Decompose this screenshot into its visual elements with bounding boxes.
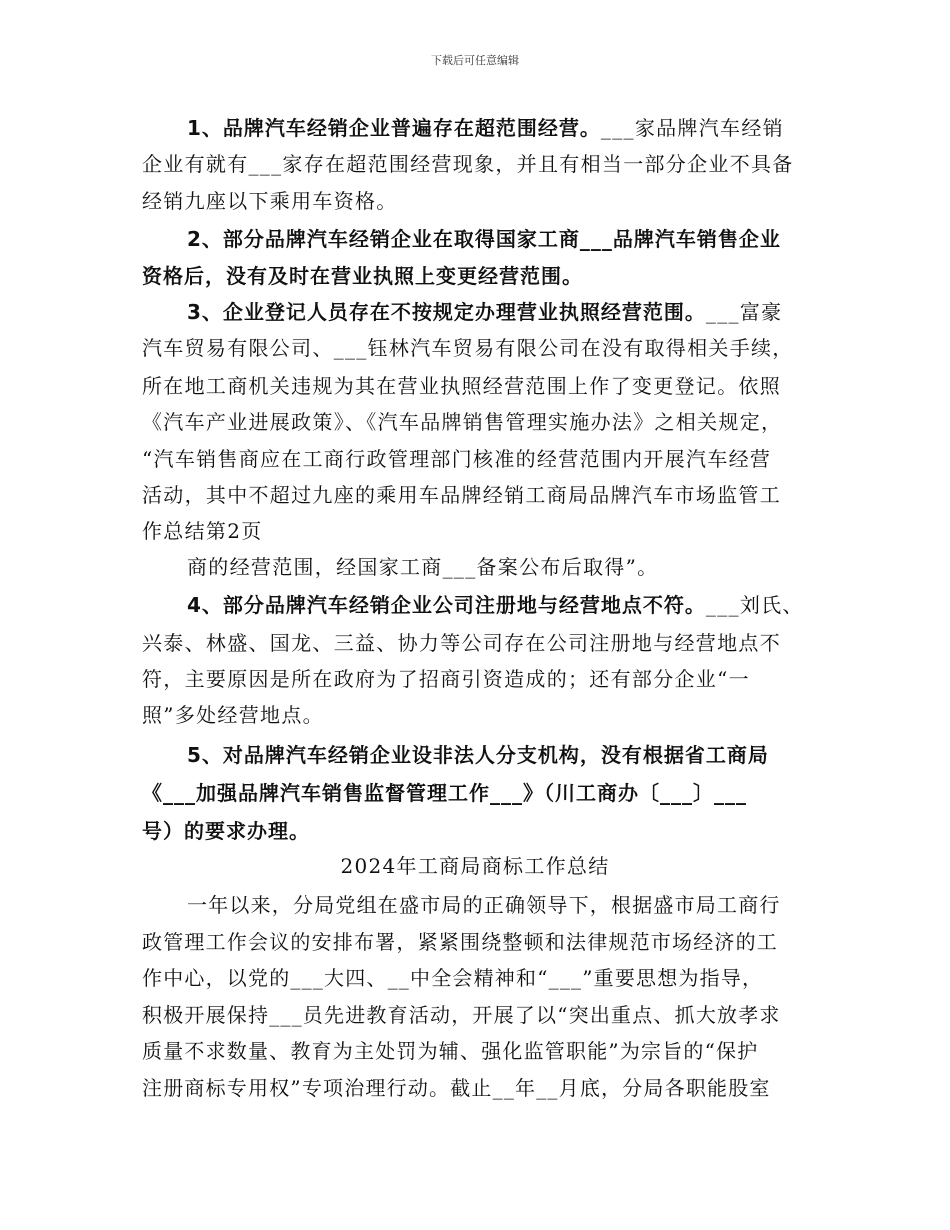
paragraph-line xyxy=(142,334,794,362)
bold-heading-text: 2、部分品牌汽车经销企业在取得国家工商___品牌汽车销售企业 xyxy=(187,227,781,251)
paragraph-line xyxy=(142,665,750,693)
body-text: 兴泰、林盛、国龙、三益、协力等公司存在公司注册地与经营地点不 xyxy=(142,631,781,655)
body-text: “汽车销售商应在工商行政管理部门核准的经营范围内开展汽车经营 xyxy=(142,447,772,471)
page-header: 下载后可任意编辑 xyxy=(431,54,519,67)
paragraph-line xyxy=(142,187,398,215)
paragraph-line: 政管理工作会议的安排布署，紧紧围绕整顿和法律规范市场经济的工 xyxy=(142,930,778,954)
paragraph-line xyxy=(142,779,747,807)
paragraph-line xyxy=(187,741,769,769)
bold-heading-text: 1、品牌汽车经销企业普遍存在超范围经营。 xyxy=(187,116,601,140)
paragraph-line xyxy=(142,629,781,657)
bold-heading-text: 《___加强品牌汽车销售监督管理工作___》（川工商办〔___〕___ xyxy=(142,781,747,805)
body-text: 作总结第2页 xyxy=(142,519,263,543)
paragraph-line xyxy=(187,114,784,142)
paragraph-line: 注册商标专用权”专项治理行动。截止__年__月底，分局各职能股室 xyxy=(142,1076,771,1100)
paragraph-line: 积极开展保持___员先进教育活动，开展了以“突出重点、抓大放孝求 xyxy=(142,1003,781,1027)
paragraph-line xyxy=(142,262,583,290)
paragraph-line xyxy=(142,408,782,436)
body-text: 商的经营范围，经国家工商___备案公布后取得”。 xyxy=(187,555,659,579)
paragraph-line xyxy=(142,517,263,545)
paragraph-line: 质量不求数量、教育为主处罚为辅、强化监管职能”为宗旨的“保护 xyxy=(142,1039,759,1063)
paragraph-line xyxy=(187,298,782,326)
bold-heading-text: 资格后，没有及时在营业执照上变更经营范围。 xyxy=(142,264,583,288)
paragraph-line xyxy=(187,225,781,253)
body-text: 符，主要原因是所在政府为了招商引资造成的；还有部分企业“一 xyxy=(142,667,750,691)
bold-heading-text: 5、对品牌汽车经销企业设非法人分支机构，没有根据省工商局 xyxy=(187,743,769,767)
body-text: 经销九座以下乘用车资格。 xyxy=(142,189,398,213)
bold-heading-text: 号）的要求办理。 xyxy=(142,819,310,843)
body-text: 照”多处经营地点。 xyxy=(142,703,324,727)
paragraph-line: 一年以来，分局党组在盛市局的正确领导下，根据盛市局工商行 xyxy=(187,893,781,917)
body-text: ___刘氏、 xyxy=(705,593,804,617)
bold-heading-text: 3、企业登记人员存在不按规定办理营业执照经营范围。 xyxy=(187,300,706,324)
paragraph-line: 作中心，以党的___大四、__中全会精神和“___”重要思想为指导， xyxy=(142,966,764,990)
body-text: ___富豪 xyxy=(705,300,783,324)
paragraph-line xyxy=(142,817,310,845)
body-text: 企业有就有___家存在超范围经营现象，并且有相当一部分企业不具备 xyxy=(142,152,794,176)
paragraph-line xyxy=(142,445,771,473)
body-text: ___家品牌汽车经销 xyxy=(600,116,784,140)
paragraph-line xyxy=(187,591,804,619)
body-text: 《汽车产业进展政策》、《汽车品牌销售管理实施办法》之相关规定， xyxy=(142,410,783,434)
bold-heading-text: 4、部分品牌汽车经销企业公司注册地与经营地点不符。 xyxy=(187,593,706,617)
body-text: 活动，其中不超过九座的乘用车品牌经销工商局品牌汽车市场监管工 xyxy=(142,483,781,507)
paragraph-line xyxy=(187,553,658,581)
section-title: 2024年工商局商标工作总结 xyxy=(340,854,610,878)
paragraph-line xyxy=(142,701,324,729)
body-text: 所在地工商机关违规为其在营业执照经营范围上作了变更登记。依照 xyxy=(142,374,781,398)
body-text: 汽车贸易有限公司、___钰林汽车贸易有限公司在没有取得相关手续， xyxy=(142,336,794,360)
paragraph-line xyxy=(142,372,781,400)
paragraph-line xyxy=(142,150,794,178)
paragraph-line xyxy=(142,481,781,509)
